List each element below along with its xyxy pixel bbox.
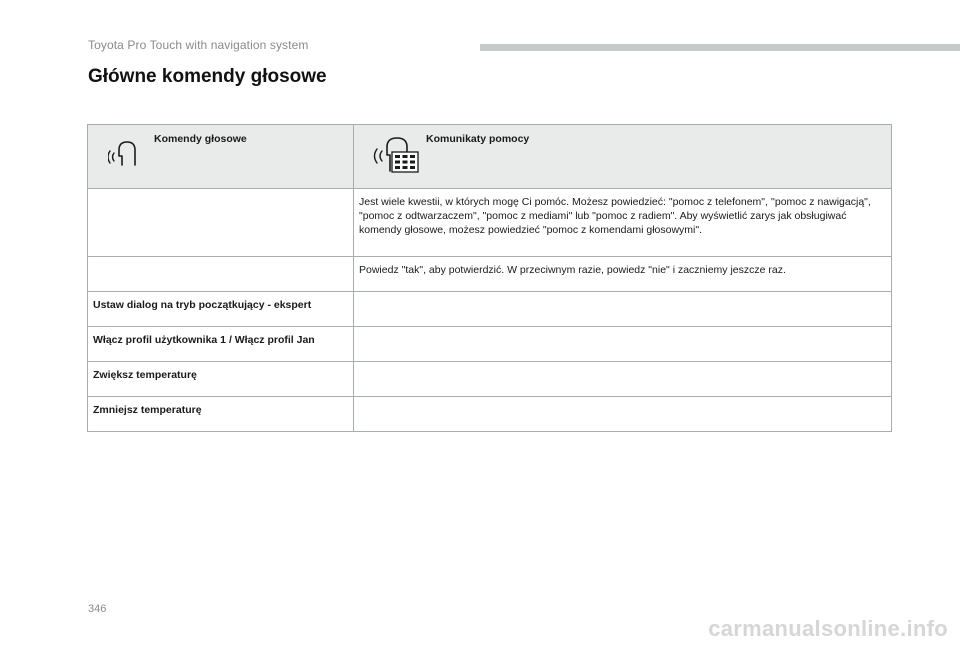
help-text bbox=[354, 362, 891, 374]
command-cell bbox=[88, 362, 354, 397]
table-row bbox=[88, 257, 892, 292]
command-cell bbox=[88, 397, 354, 432]
voice-command-icon bbox=[108, 139, 138, 169]
column-header-commands bbox=[88, 125, 354, 189]
help-text bbox=[354, 292, 891, 304]
command-text: Włącz profil użytkownika 1 / Włącz profil Jan bbox=[93, 334, 315, 346]
command-text bbox=[88, 257, 353, 269]
command-text bbox=[88, 189, 353, 201]
table-row bbox=[88, 292, 892, 327]
command-text: Ustaw dialog na tryb początkujący - ekspert bbox=[93, 299, 312, 311]
help-text bbox=[354, 327, 891, 339]
running-header: Toyota Pro Touch with navigation system bbox=[88, 38, 309, 52]
help-cell bbox=[354, 257, 892, 292]
header-bar bbox=[480, 44, 960, 51]
command-cell bbox=[88, 257, 354, 292]
help-text: Jest wiele kwestii, w których mogę Ci pomóc. Możesz powiedzieć: "pomoc z telefonem", ''pomoc z nawigacją", "pomoc z odtwarzaczem", "pomoc z mediami" lub "pomoc z radiem". Aby wyświetlić zarys jak obsługiwać komendy głosowe, możesz powiedzieć "pomoc z komendami głosowymi". bbox=[359, 196, 871, 236]
command-text: Zwiększ temperaturę bbox=[93, 369, 197, 381]
help-cell bbox=[354, 397, 892, 432]
column-header-help-label: Komunikaty pomocy bbox=[426, 133, 530, 145]
table-row bbox=[88, 362, 892, 397]
column-header-commands-label: Komendy głosowe bbox=[154, 133, 247, 145]
voice-commands-table bbox=[87, 124, 892, 432]
help-text bbox=[354, 397, 891, 409]
table-row bbox=[88, 189, 892, 257]
command-cell bbox=[88, 189, 354, 257]
help-text: Powiedz "tak", aby potwierdzić. W przeciwnym razie, powiedz "nie" i zaczniemy jeszcze raz. bbox=[359, 264, 786, 276]
page-title: Główne komendy głosowe bbox=[88, 66, 327, 87]
voice-keypad-icon bbox=[372, 135, 422, 175]
table-row bbox=[88, 327, 892, 362]
help-cell bbox=[354, 189, 892, 257]
page-number: 346 bbox=[88, 603, 107, 615]
command-cell bbox=[88, 292, 354, 327]
table-header-row bbox=[88, 125, 892, 189]
command-cell bbox=[88, 327, 354, 362]
command-text: Zmniejsz temperaturę bbox=[93, 404, 202, 416]
table-row bbox=[88, 397, 892, 432]
watermark: carmanualsonline.info bbox=[708, 616, 948, 641]
help-cell bbox=[354, 327, 892, 362]
help-cell bbox=[354, 292, 892, 327]
column-header-help bbox=[354, 125, 892, 189]
help-cell bbox=[354, 362, 892, 397]
